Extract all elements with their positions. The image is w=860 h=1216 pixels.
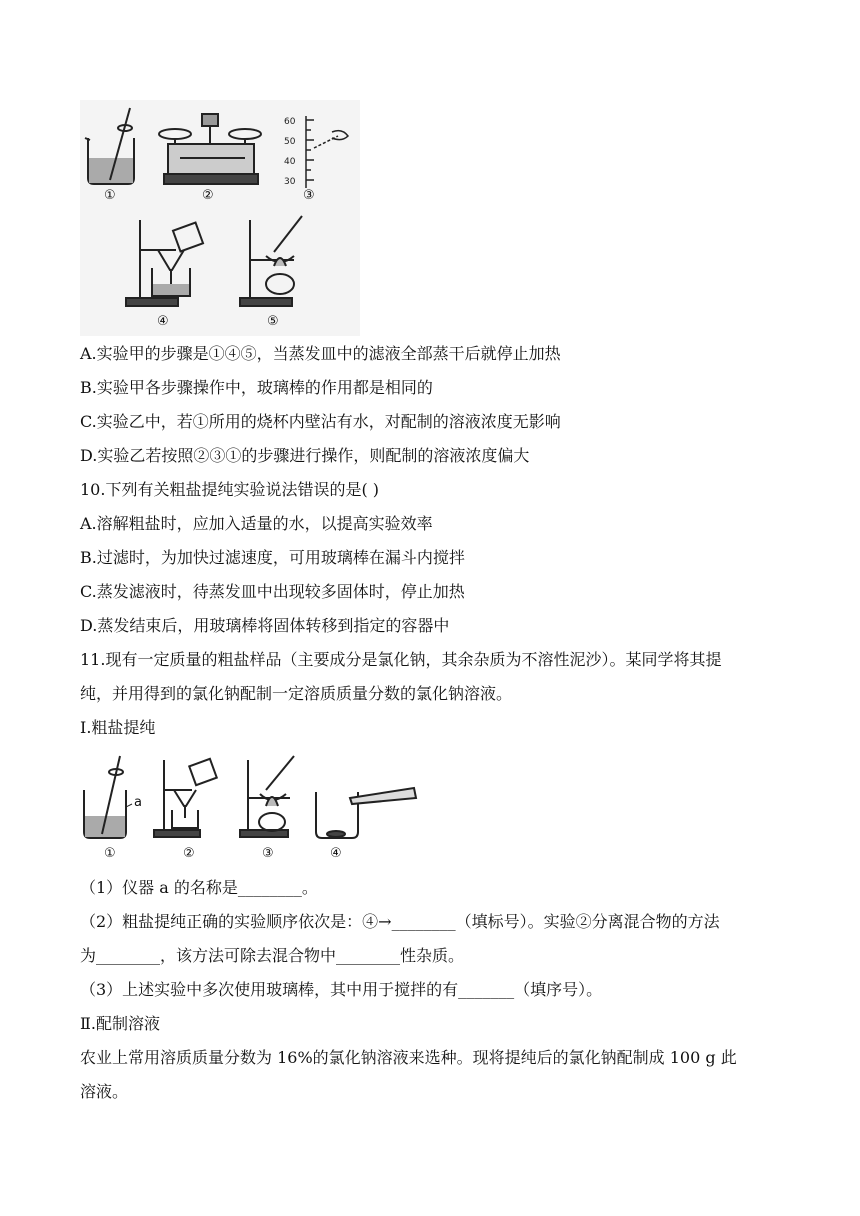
apparatus-figure-1 (80, 100, 360, 336)
figure2-label-1: ① (104, 846, 116, 861)
q9-option-c: C.实验乙中，若①所用的烧杯内壁沾有水，对配制的溶液浓度无影响 (80, 412, 561, 431)
figure2-label-3: ③ (262, 846, 274, 861)
q11-stem-line1: 11.现有一定质量的粗盐样品（主要成分是氯化钠，其余杂质为不溶性泥沙）。某同学将其提 (80, 650, 722, 669)
figure1-label-3: ③ (303, 188, 315, 203)
figure1-label-5: ⑤ (267, 314, 279, 329)
q9-option-a: A.实验甲的步骤是①④⑤，当蒸发皿中的滤液全部蒸干后就停止加热 (80, 344, 561, 363)
q10-option-b: B.过滤时，为加快过滤速度，可用玻璃棒在漏斗内搅拌 (80, 548, 465, 567)
q11-sub2-line2: 为________，该方法可除去混合物中________性杂质。 (80, 946, 465, 965)
q10-option-a: A.溶解粗盐时，应加入适量的水，以提高实验效率 (80, 514, 433, 533)
figure2-label-4: ④ (330, 846, 342, 861)
q11-sub2-line1: （2）粗盐提纯正确的实验顺序依次是：④→________（填标号）。实验②分离混合物的方法 (80, 912, 720, 931)
q11-paragraph-line1: 农业上常用溶质质量分数为 16%的氯化钠溶液来选种。现将提纯后的氯化钠配制成 100 g 此 (80, 1048, 737, 1067)
q11-section-1-title: Ⅰ.粗盐提纯 (80, 718, 156, 737)
apparatus-figure-2 (80, 752, 420, 842)
beaker-with-rod-icon (84, 756, 132, 838)
scale-tick-50: 50 (284, 137, 296, 147)
figure1-label-1: ① (104, 188, 116, 203)
figure1-label-2: ② (202, 188, 214, 203)
q11-stem-line2: 纯，并用得到的氯化钠配制一定溶质质量分数的氯化钠溶液。 (80, 684, 513, 703)
q11-sub1: （1）仪器 a 的名称是________。 (80, 878, 318, 897)
figure1-label-4: ④ (157, 314, 169, 329)
filtration-icon (154, 759, 217, 837)
scale-tick-60: 60 (284, 117, 296, 127)
q11-section-2-title: Ⅱ.配制溶液 (80, 1014, 160, 1033)
q11-sub3: （3）上述实验中多次使用玻璃棒，其中用于搅拌的有_______（填序号）。 (80, 980, 603, 999)
scale-tick-30: 30 (284, 177, 296, 187)
figure2-label-a: a (134, 795, 142, 810)
pouring-cylinder-icon (316, 788, 416, 838)
q10-stem: 10.下列有关粗盐提纯实验说法错误的是( ) (80, 480, 380, 499)
scale-tick-40: 40 (284, 157, 296, 167)
evaporation-dish-icon (240, 756, 294, 837)
figure2-label-2: ② (183, 846, 195, 861)
q9-option-b: B.实验甲各步骤操作中，玻璃棒的作用都是相同的 (80, 378, 433, 397)
q10-option-d: D.蒸发结束后，用玻璃棒将固体转移到指定的容器中 (80, 616, 450, 635)
q10-option-c: C.蒸发滤液时，待蒸发皿中出现较多固体时，停止加热 (80, 582, 465, 601)
q11-paragraph-line2: 溶液。 (80, 1082, 129, 1101)
q9-option-d: D.实验乙若按照②③①的步骤进行操作，则配制的溶液浓度偏大 (80, 446, 530, 465)
